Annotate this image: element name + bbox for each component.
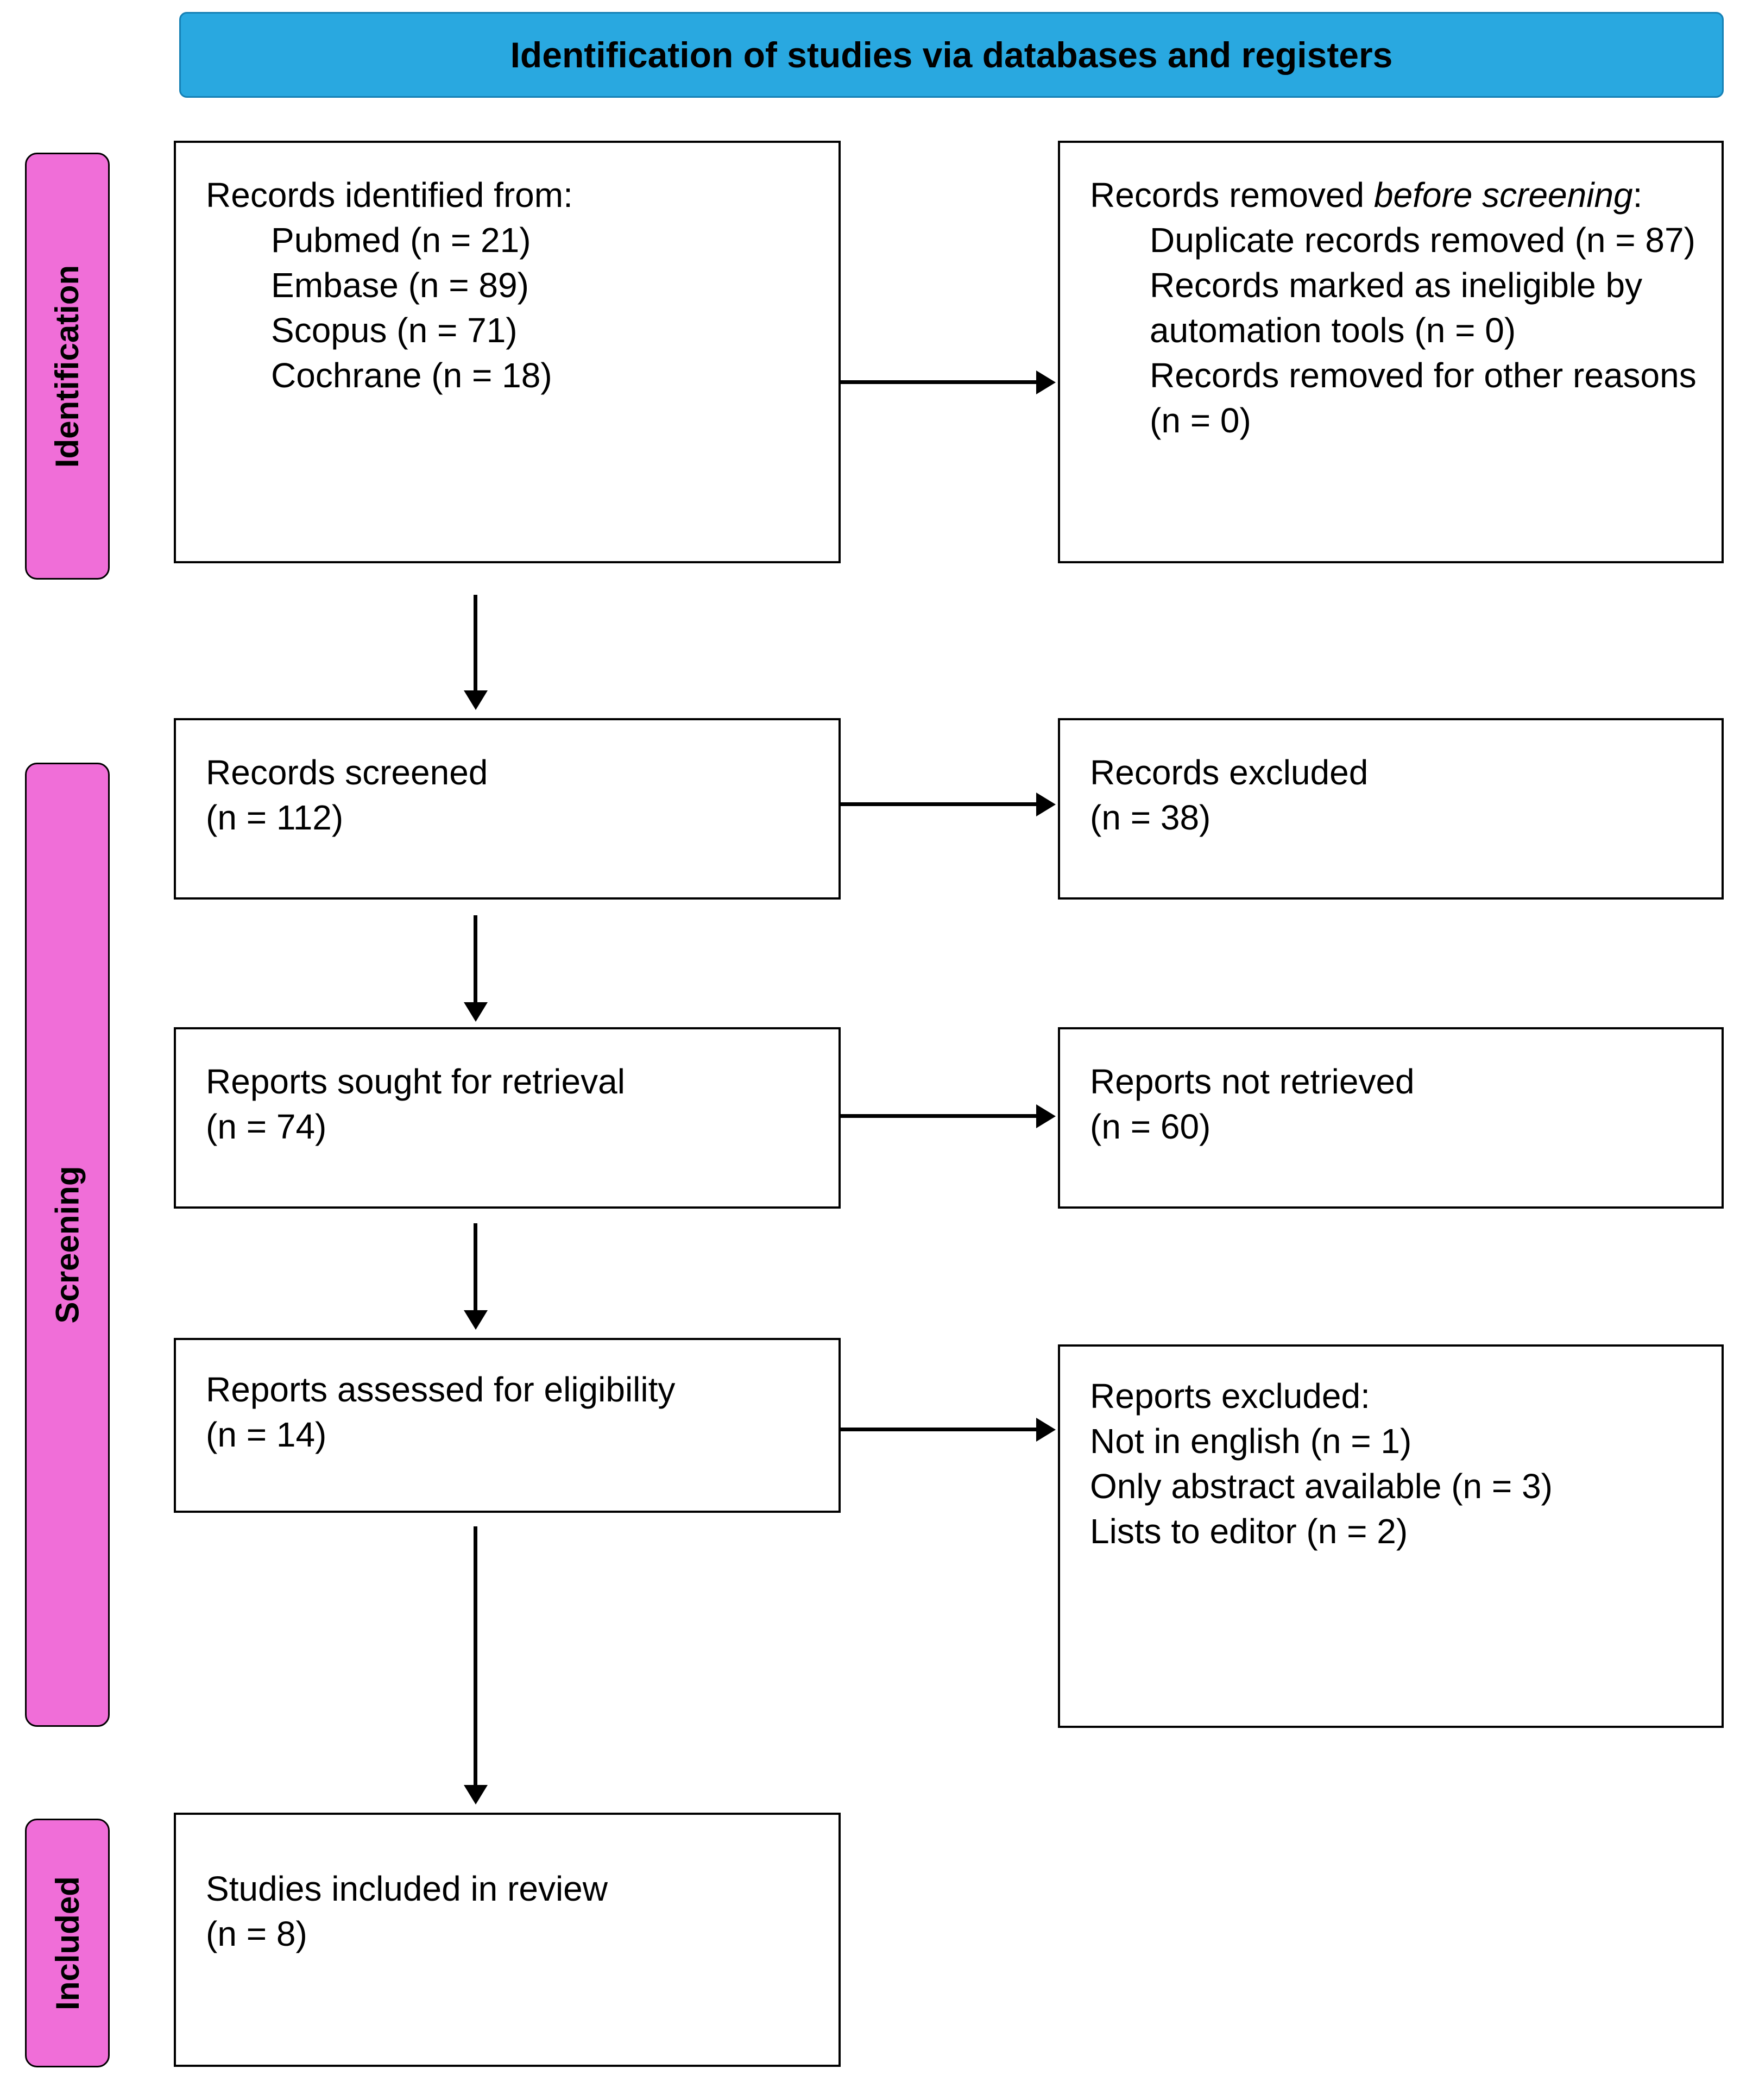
records-identified-cochrane: Cochrane (n = 18) [271, 356, 552, 395]
records-screened-text: Records screened [206, 753, 488, 792]
arrow-assessed-to-included [474, 1526, 477, 1785]
box-records-removed [1058, 141, 1724, 563]
arrow-screened-to-excluded [841, 802, 1036, 806]
arrow-screened-to-sought [474, 915, 477, 1002]
reports-assessed-count: (n = 14) [206, 1415, 327, 1454]
studies-included-text: Studies included in review [206, 1869, 608, 1908]
records-removed-title-italic: before screening [1373, 175, 1633, 215]
box-records-identified [174, 141, 841, 563]
box-reports-excluded [1058, 1344, 1724, 1728]
reports-excluded-abstract: Only abstract available (n = 3) [1090, 1467, 1553, 1506]
reports-excluded-english: Not in english (n = 1) [1090, 1422, 1412, 1461]
arrow-identified-to-removed [841, 380, 1036, 384]
box-reports-not-retrieved [1058, 1027, 1724, 1209]
reports-sought-count: (n = 74) [206, 1107, 327, 1146]
stage-label-included: Included [49, 1876, 86, 2010]
records-identified-title: Records identified from: [206, 175, 573, 215]
records-identified-scopus: Scopus (n = 71) [271, 311, 518, 350]
records-removed-title-suffix: : [1632, 175, 1643, 215]
stage-label-identification: Identification [49, 265, 86, 468]
records-removed-title [1090, 173, 1697, 218]
records-excluded-text: Records excluded [1090, 753, 1369, 792]
reports-not-retrieved-count: (n = 60) [1090, 1107, 1211, 1146]
stage-bar-included [25, 1819, 110, 2067]
records-removed-duplicates: Duplicate records removed (n = 87) [1150, 221, 1695, 260]
records-identified-pubmed: Pubmed (n = 21) [271, 221, 531, 260]
box-records-excluded [1058, 718, 1724, 900]
reports-not-retrieved-text: Reports not retrieved [1090, 1062, 1415, 1101]
arrow-sought-to-assessed [474, 1223, 477, 1310]
stage-label-screening: Screening [49, 1166, 86, 1324]
reports-assessed-text: Reports assessed for eligibility [206, 1370, 676, 1409]
reports-excluded-title: Reports excluded: [1090, 1376, 1370, 1416]
reports-excluded-letters: Lists to editor (n = 2) [1090, 1512, 1408, 1551]
records-screened-count: (n = 112) [206, 798, 344, 837]
box-studies-included [174, 1813, 841, 2067]
arrow-identified-to-screened [474, 595, 477, 690]
records-removed-title-prefix: Records removed [1090, 175, 1374, 215]
records-removed-other: Records removed for other reasons (n = 0) [1150, 356, 1697, 440]
studies-included-count: (n = 8) [206, 1914, 307, 1953]
arrow-assessed-to-excluded [841, 1428, 1036, 1431]
records-removed-automation: Records marked as ineligible by automation tools (n = 0) [1150, 266, 1643, 350]
records-identified-embase: Embase (n = 89) [271, 266, 529, 305]
arrow-sought-to-not-retrieved [841, 1114, 1036, 1118]
header-banner [179, 12, 1724, 98]
records-excluded-count: (n = 38) [1090, 798, 1211, 837]
stage-bar-screening [25, 763, 110, 1727]
box-records-screened [174, 718, 841, 900]
reports-sought-text: Reports sought for retrieval [206, 1062, 625, 1101]
box-reports-assessed [174, 1338, 841, 1513]
box-reports-sought [174, 1027, 841, 1209]
stage-bar-identification [25, 153, 110, 580]
header-title: Identification of studies via databases and registers [510, 35, 1393, 75]
